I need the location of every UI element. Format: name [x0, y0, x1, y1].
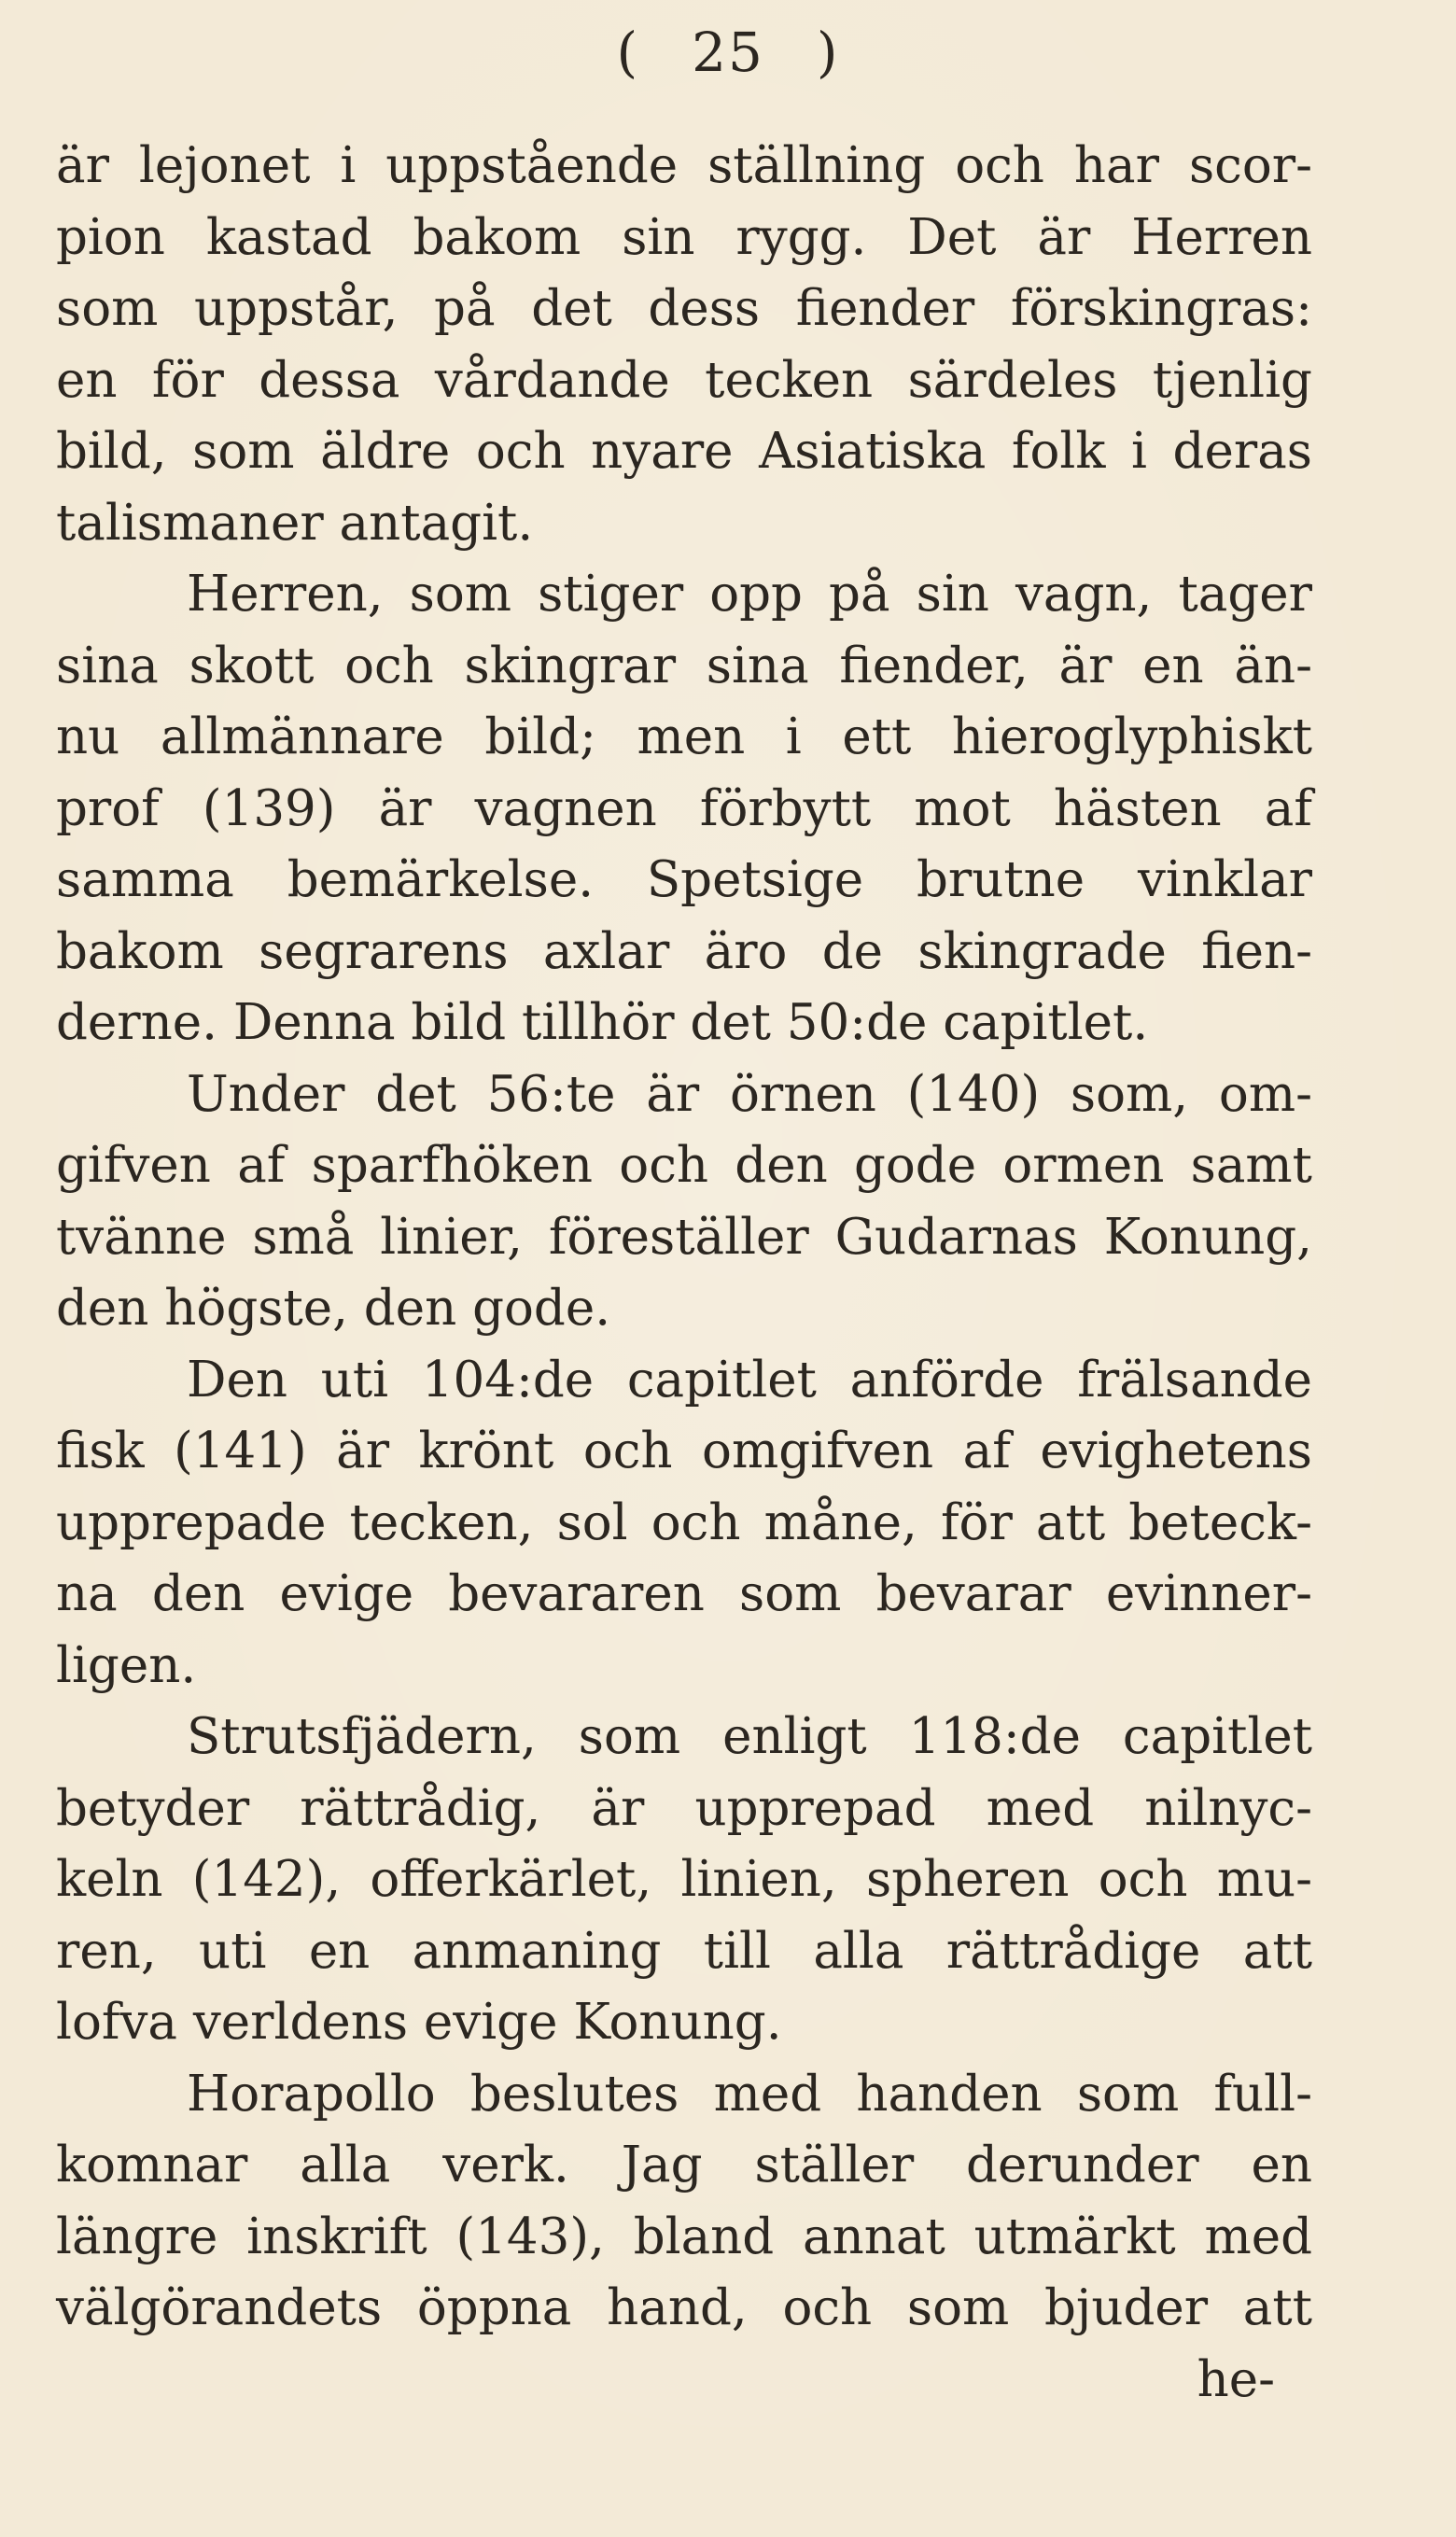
- text-line: talismaner antagit.: [56, 494, 534, 552]
- text-line: na den evige bevararen som bevarar evinner-: [56, 1565, 1312, 1622]
- text-line: derne. Denna bild tillhör det 50:de capitlet.: [56, 994, 1149, 1051]
- text-line: pion kastad bakom sin rygg. Det är Herren: [56, 208, 1312, 266]
- text-line: samma bemärkelse. Spetsige brutne vinklar: [56, 851, 1312, 908]
- text-line: bakom segrarens axlar äro de skingrade fien-: [56, 922, 1312, 980]
- text-line: Den uti 104:de capitlet anförde frälsande: [187, 1351, 1312, 1409]
- text-line: sina skott och skingrar sina fiender, är en än-: [56, 637, 1312, 694]
- text-line: Under det 56:te är örnen (140) som, om-: [187, 1065, 1312, 1123]
- text-line: den högste, den gode.: [56, 1280, 611, 1337]
- text-line: upprepade tecken, sol och måne, för att beteck-: [56, 1493, 1312, 1551]
- text-line: nu allmännare bild; men i ett hieroglyphiskt: [56, 708, 1312, 765]
- page-number-open-paren: (: [616, 21, 640, 84]
- text-line: keln (142), offerkärlet, linien, spheren och mu-: [56, 1851, 1312, 1908]
- text-line: lofva verldens evige Konung.: [56, 1994, 782, 2051]
- text-line: är lejonet i uppstående ställning och har scor-: [56, 137, 1312, 194]
- text-line: längre inskrift (143), bland annat utmärkt med: [56, 2208, 1312, 2265]
- text-line: tvänne små linier, föreställer Gudarnas Konung,: [56, 1208, 1312, 1266]
- text-line: prof (139) är vagnen förbytt mot hästen af: [56, 779, 1312, 837]
- text-line: ligen.: [56, 1636, 197, 1694]
- text-line: Strutsfjädern, som enligt 118:de capitlet: [187, 1708, 1312, 1765]
- text-line: fisk (141) är krönt och omgifven af evighetens: [56, 1423, 1312, 1479]
- text-line: ren, uti en anmaning till alla rättrådige att: [56, 1922, 1312, 1980]
- page-number-close-paren: ): [816, 21, 840, 84]
- text-line: komnar alla verk. Jag ställer derunder en: [56, 2137, 1312, 2194]
- text-line: betyder rättrådig, är upprepad med nilnyc-: [56, 1779, 1312, 1837]
- text-line: gifven af sparfhöken och den gode ormen samt: [56, 1137, 1312, 1194]
- text-line: Herren, som stiger opp på sin vagn, tager: [187, 566, 1312, 623]
- catchword: he-: [1197, 2350, 1275, 2408]
- body-text: [56, 131, 1312, 2416]
- text-line: välgörandets öppna hand, och som bjuder att: [56, 2279, 1312, 2336]
- page-header: [0, 21, 1456, 84]
- text-line: som uppstår, på det dess fiender förskingras:: [56, 280, 1312, 337]
- page-number: 25: [692, 21, 764, 84]
- text-line: bild, som äldre och nyare Asiatiska folk i deras: [56, 423, 1312, 480]
- text-line: en för dessa vårdande tecken särdeles tjenlig: [56, 351, 1312, 409]
- text-line: Horapollo beslutes med handen som full-: [187, 2065, 1312, 2123]
